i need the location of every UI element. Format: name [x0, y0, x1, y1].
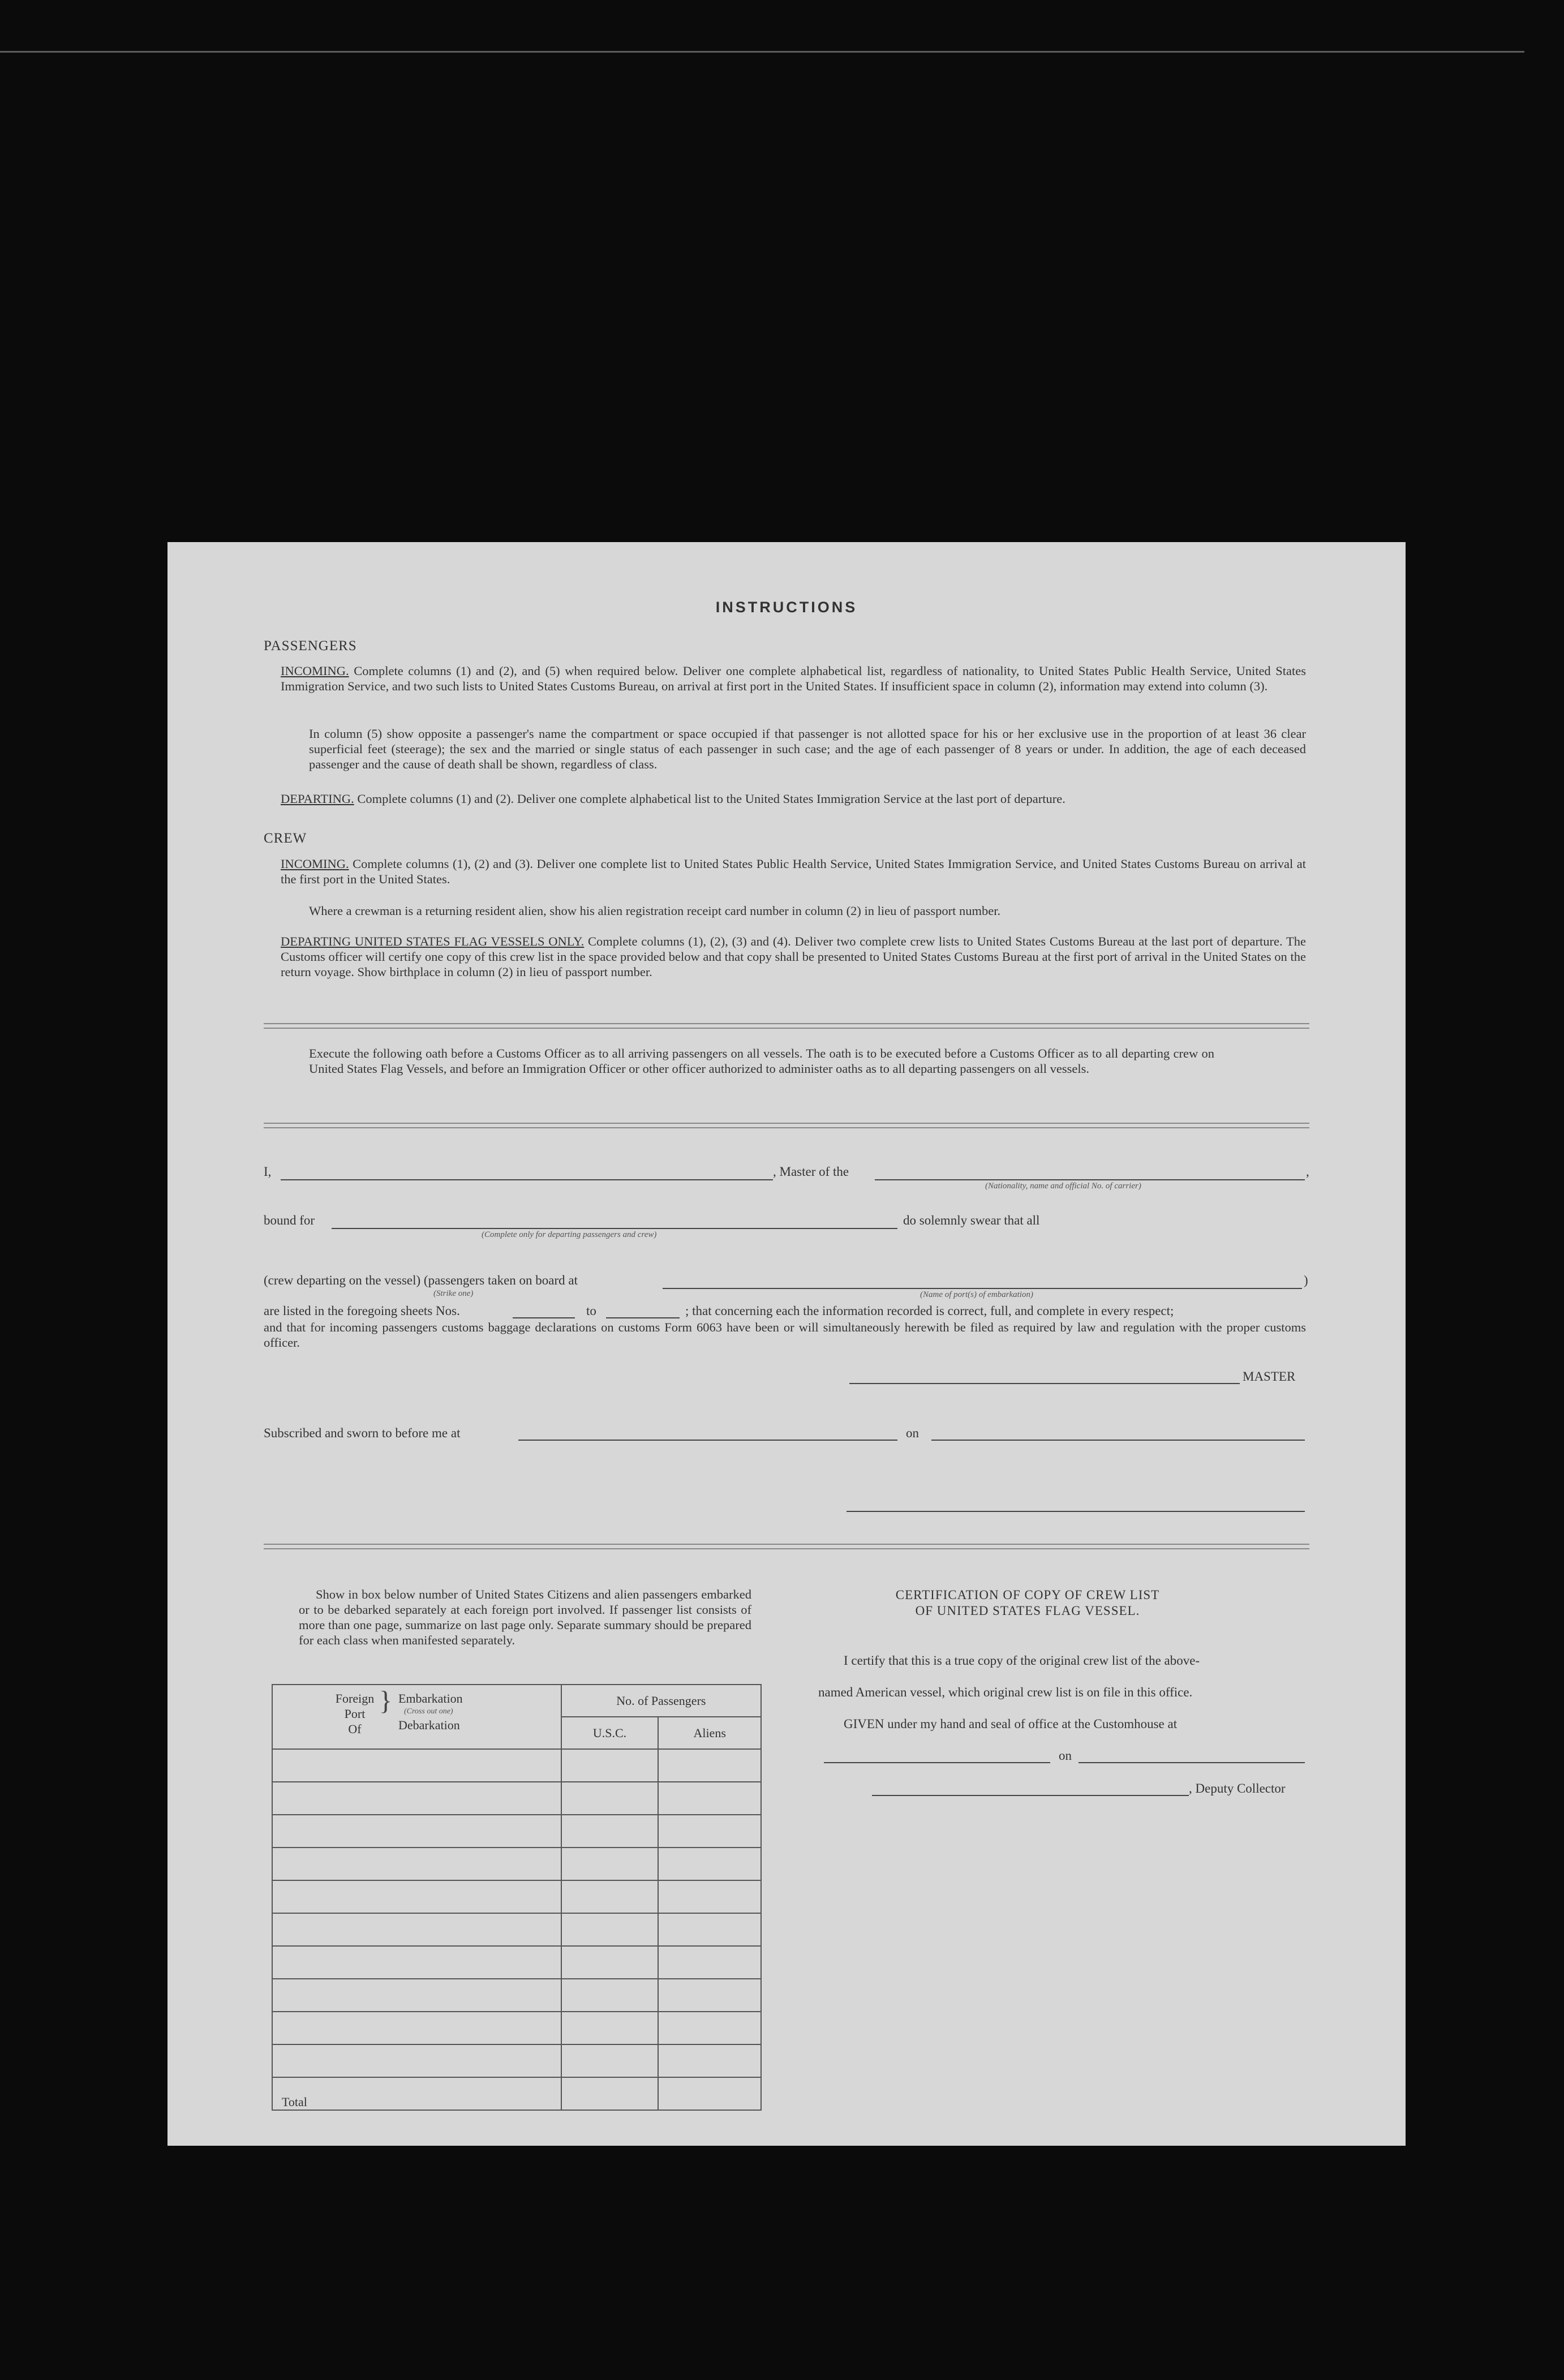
port-cell[interactable]: [272, 1749, 561, 1782]
aliens-header: Aliens: [658, 1717, 761, 1749]
crew-incoming-text: Complete columns (1), (2) and (3). Deliver one complete list to United States Public Health Service, United States Immigration Service, and United States Customs Bureau on arrival at the first port in the United States.: [281, 857, 1307, 886]
passengers-column5-paragraph: In column (5) show opposite a passenger's name the compartment or space occupied if that passenger is not allotted space for his or her exclusive use in the proportion of at least 36 clear superficial feet (steerage); the sex and the married or single status of each passenger in such case; and the age of each passenger of 8 years or under. In addition, the age of each deceased passenger and the cause of death shall be shown, regardless of class.: [309, 727, 1306, 771]
foreign-label: Foreign: [335, 1691, 375, 1705]
aliens-cell[interactable]: [658, 1880, 761, 1913]
page-title: INSTRUCTIONS: [715, 599, 858, 616]
passengers-incoming-label: INCOMING.: [281, 664, 349, 678]
master-of-the-label: , Master of the: [773, 1165, 849, 1179]
usc-cell[interactable]: [561, 1815, 659, 1848]
master-label: MASTER: [1243, 1369, 1296, 1384]
port-cell[interactable]: [272, 2044, 561, 2077]
sheet-to-field[interactable]: [606, 1317, 680, 1318]
table-row: [272, 2044, 761, 2077]
deputy-signature-field[interactable]: [872, 1795, 1189, 1796]
aliens-cell[interactable]: [658, 2044, 761, 2077]
sworn-at-field[interactable]: [518, 1440, 897, 1441]
aliens-total-cell[interactable]: [658, 2077, 761, 2110]
aliens-cell[interactable]: [658, 1749, 761, 1782]
crew-flag-paragraph: [281, 934, 1306, 980]
sheet-from-field[interactable]: [513, 1317, 575, 1318]
debarkation-label: Debarkation: [398, 1718, 460, 1732]
of-label: Of: [348, 1722, 362, 1736]
certification-title-1: CERTIFICATION OF COPY OF CREW LIST: [895, 1588, 1160, 1602]
aliens-cell[interactable]: [658, 1913, 761, 1946]
passengers-incoming-paragraph: [281, 663, 1306, 694]
passenger-summary-table: [272, 1684, 762, 2111]
bound-hint: (Complete only for departing passengers and crew): [482, 1230, 657, 1239]
customhouse-field[interactable]: [824, 1762, 1050, 1763]
officer-signature-field[interactable]: [847, 1511, 1305, 1512]
total-row: [272, 2077, 761, 2110]
crew-incoming-label: INCOMING.: [281, 857, 349, 871]
aliens-cell[interactable]: [658, 1979, 761, 2012]
sworn-on-label: on: [906, 1426, 919, 1440]
usc-total-cell[interactable]: [561, 2077, 659, 2110]
carrier-hint: (Nationality, name and official No. of carrier): [985, 1182, 1141, 1191]
usc-cell[interactable]: [561, 2012, 659, 2044]
passengers-heading: PASSENGERS: [264, 638, 357, 654]
deputy-collector-label: , Deputy Collector: [1189, 1781, 1286, 1795]
certification-line-2: named American vessel, which original crew list is on file in this office.: [818, 1685, 1193, 1699]
aliens-cell[interactable]: [658, 1815, 761, 1848]
port-cell[interactable]: [272, 1782, 561, 1815]
embarkation-port-field[interactable]: [663, 1288, 1302, 1289]
listed-rest: and that for incoming passengers customs baggage declarations on customs Form 6063 have been or will simultaneously herewith be filed as required by law and regulation with the proper customs officer.: [264, 1320, 1306, 1350]
table-row: [272, 2012, 761, 2044]
listed-b-label: ; that concerning each the information recorded is correct, full, and complete in every respect;: [685, 1304, 1174, 1318]
embarkation-label: Embarkation: [398, 1691, 463, 1705]
aliens-cell[interactable]: [658, 2012, 761, 2044]
table-row: [272, 1848, 761, 1880]
table-row: [272, 1946, 761, 1979]
port-cell[interactable]: [272, 1979, 561, 2012]
master-name-field[interactable]: [281, 1179, 773, 1180]
passengers-departing-paragraph: [281, 791, 1306, 806]
oath-instructions: Execute the following oath before a Customs Officer as to all arriving passengers on all vessels. The oath is to be executed before a Customs Officer as to all departing crew on United States Flag Vessels, and before an Immigration Officer or other officer authorized to administer oaths as to all departing passengers on all vessels.: [309, 1046, 1214, 1076]
oath-i-label: I,: [264, 1165, 272, 1179]
usc-cell[interactable]: [561, 1880, 659, 1913]
subscribed-label: Subscribed and sworn to before me at: [264, 1426, 461, 1440]
usc-cell[interactable]: [561, 1979, 659, 2012]
crew-flag-label: DEPARTING UNITED STATES FLAG VESSELS ONLY.: [281, 934, 585, 948]
usc-cell[interactable]: [561, 1782, 659, 1815]
divider: [264, 1123, 1309, 1128]
table-row: [272, 1749, 761, 1782]
crew-heading: CREW: [264, 831, 307, 846]
cross-out-hint: (Cross out one): [404, 1707, 453, 1716]
table-row: [272, 1979, 761, 2012]
usc-header: U.S.C.: [561, 1717, 659, 1749]
certification-title-2: OF UNITED STATES FLAG VESSEL.: [915, 1604, 1140, 1618]
port-header-cell: [272, 1685, 561, 1749]
certification-on-label: on: [1059, 1749, 1072, 1763]
port-cell[interactable]: [272, 1946, 561, 1979]
table-row: [272, 1815, 761, 1848]
no-passengers-header: No. of Passengers: [561, 1685, 761, 1717]
usc-cell[interactable]: [561, 1749, 659, 1782]
table-row: [272, 1913, 761, 1946]
port-label: Port: [344, 1707, 366, 1721]
crew-departing-label: (crew departing on the vessel) (passengers taken on board at: [264, 1273, 578, 1287]
close-paren: ): [1304, 1273, 1308, 1287]
listed-to-label: to: [586, 1304, 596, 1318]
certification-line-1: I certify that this is a true copy of the original crew list of the above-: [844, 1653, 1200, 1668]
aliens-cell[interactable]: [658, 1782, 761, 1815]
table-row: [272, 1782, 761, 1815]
certification-date-field[interactable]: [1079, 1762, 1305, 1763]
form-page: [167, 542, 1406, 2146]
divider: [264, 1544, 1309, 1549]
aliens-cell[interactable]: [658, 1848, 761, 1880]
passengers-incoming-text: Complete columns (1) and (2), and (5) when required below. Deliver one complete alphabetical list, regardless of nationality, to United States Public Health Service, United States Immigration Service, and two such lists to United States Customs Bureau, on arrival at first port in the United States. If insufficient space in column (2), information may extend into column (3).: [281, 664, 1307, 693]
crew-incoming-paragraph: [281, 856, 1306, 887]
total-label: Total: [272, 2077, 561, 2110]
bound-for-field[interactable]: [332, 1228, 897, 1229]
port-cell[interactable]: [272, 1848, 561, 1880]
divider: [264, 1023, 1309, 1029]
crew-flag-text: Complete columns (1), (2), (3) and (4). Deliver two complete crew lists to United States Customs Bureau at the last port of departure. The Customs officer will certify one copy of this crew list in the space provided below and that copy shall be presented to United States Customs Bureau at the first port of arrival in the United States on the return voyage. Show birthplace in column (2) in lieu of passport number.: [281, 934, 1306, 979]
swear-label: do solemnly swear that all: [903, 1213, 1040, 1227]
table-row: [272, 1880, 761, 1913]
port-cell[interactable]: [272, 1880, 561, 1913]
passengers-departing-label: DEPARTING.: [281, 792, 354, 806]
brace-glyph: }: [379, 1686, 393, 1716]
certification-line-3: GIVEN under my hand and seal of office at the Customhouse at: [844, 1717, 1178, 1731]
port-cell[interactable]: [272, 1815, 561, 1848]
port-cell[interactable]: [272, 2012, 561, 2044]
sworn-date-field[interactable]: [931, 1440, 1305, 1441]
scan-border-line: [0, 51, 1524, 53]
crew-resident-paragraph: Where a crewman is a returning resident alien, show his alien registration receipt card number in column (2) in lieu of passport number.: [309, 904, 1001, 918]
passengers-departing-text: Complete columns (1) and (2). Deliver one complete alphabetical list to the United States Immigration Service at the last port of departure.: [357, 792, 1065, 806]
listed-label: are listed in the foregoing sheets Nos.: [264, 1304, 460, 1318]
strike-one-hint: (Strike one): [433, 1289, 474, 1298]
summary-instructions: Show in box below number of United States Citizens and alien passengers embarked or to be debarked separately at each foreign port involved. If passenger list consists of more than one page, summarize on last page only. Separate summary should be prepared for each class when manifested separately.: [299, 1587, 751, 1647]
bound-for-label: bound for: [264, 1213, 315, 1227]
carrier-comma: ,: [1306, 1165, 1309, 1179]
port-cell[interactable]: [272, 1913, 561, 1946]
aliens-cell[interactable]: [658, 1946, 761, 1979]
usc-cell[interactable]: [561, 1848, 659, 1880]
embarkation-hint: (Name of port(s) of embarkation): [920, 1290, 1033, 1299]
usc-cell[interactable]: [561, 1913, 659, 1946]
usc-cell[interactable]: [561, 1946, 659, 1979]
master-signature-field[interactable]: [849, 1383, 1240, 1384]
carrier-field[interactable]: [875, 1179, 1305, 1180]
usc-cell[interactable]: [561, 2044, 659, 2077]
